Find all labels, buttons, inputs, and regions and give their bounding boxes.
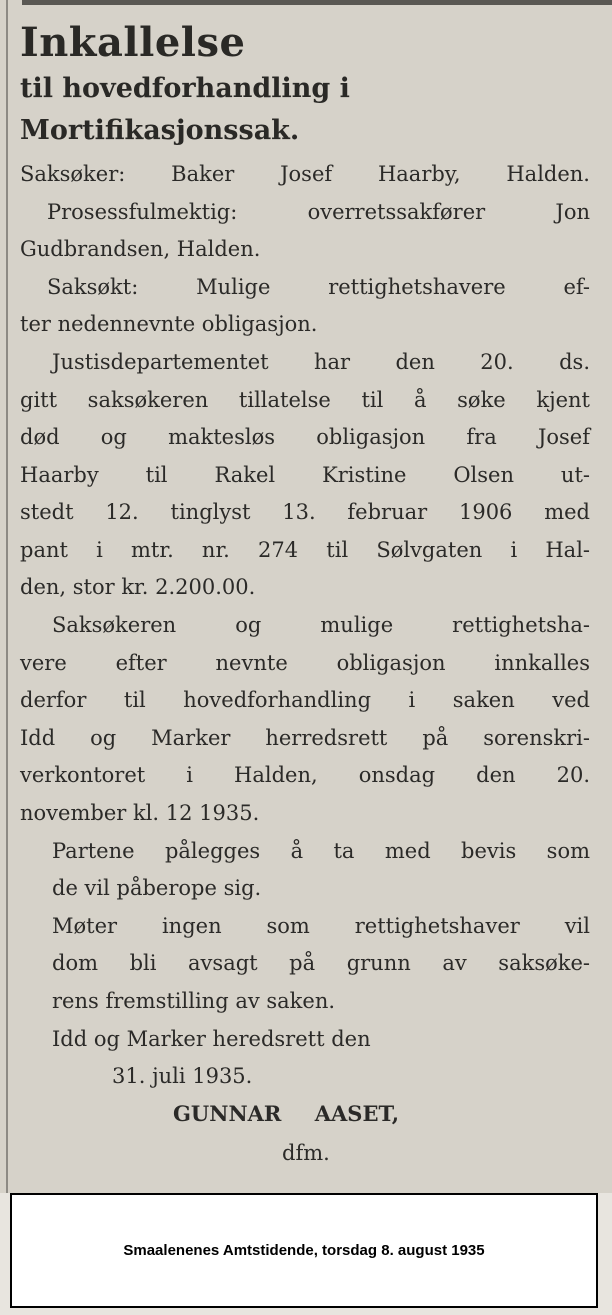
dateline-date: 31. juli 1935. <box>112 1064 253 1088</box>
body-line: derfor til hovedforhandling i saken ved <box>20 688 590 712</box>
body-line: ter nedennevnte obligasjon. <box>20 312 318 336</box>
body-line: gitt saksøkeren tillatelse til å søke kjent <box>20 388 590 412</box>
caption-text: Smaalenenes Amtstidende, torsdag 8. august 1935 <box>123 1242 485 1259</box>
body-line: stedt 12. tinglyst 13. februar 1906 med <box>20 500 590 524</box>
body-line: Partene pålegges å ta med bevis som <box>52 839 590 863</box>
source-caption <box>10 1193 598 1308</box>
dateline-place: Idd og Marker heredsrett den <box>52 1027 371 1051</box>
left-border-rule <box>6 0 8 1193</box>
signature-name: GUNNAR AASET, <box>173 1101 400 1126</box>
notice-subtitle-1: til hovedforhandling i <box>20 73 350 104</box>
body-line: den, stor kr. 2.200.00. <box>20 575 256 599</box>
body-line: dom bli avsagt på grunn av saksøke- <box>52 951 590 975</box>
body-line: de vil påberope sig. <box>52 876 262 900</box>
notice-title: Inkallelse <box>20 19 246 66</box>
body-line: Prosessfulmektig: overretssakfører Jon <box>47 200 590 224</box>
body-line: død og maktesløs obligasjon fra Josef <box>20 425 590 449</box>
body-line: Justisdepartementet har den 20. ds. <box>52 350 590 374</box>
body-line: Gudbrandsen, Halden. <box>20 237 261 261</box>
body-line: Saksøkt: Mulige rettighetshavere ef- <box>47 275 590 299</box>
top-border-rule <box>22 0 612 5</box>
body-line: pant i mtr. nr. 274 til Sølvgaten i Hal- <box>20 538 590 562</box>
body-line: Møter ingen som rettighetshaver vil <box>52 914 590 938</box>
body-line: Idd og Marker herredsrett på sorenskri- <box>20 726 590 750</box>
body-line: november kl. 12 1935. <box>20 801 260 825</box>
notice-subtitle-2: Mortifikasjonssak. <box>20 115 300 146</box>
body-line: vere efter nevnte obligasjon innkalles <box>20 651 590 675</box>
signature-title: dfm. <box>282 1141 330 1165</box>
body-line: Saksøker: Baker Josef Haarby, Halden. <box>20 162 590 186</box>
body-line: Saksøkeren og mulige rettighetsha- <box>52 613 590 637</box>
body-line: verkontoret i Halden, onsdag den 20. <box>20 763 590 787</box>
body-line: Haarby til Rakel Kristine Olsen ut- <box>20 463 590 487</box>
body-line: rens fremstilling av saken. <box>52 989 336 1013</box>
